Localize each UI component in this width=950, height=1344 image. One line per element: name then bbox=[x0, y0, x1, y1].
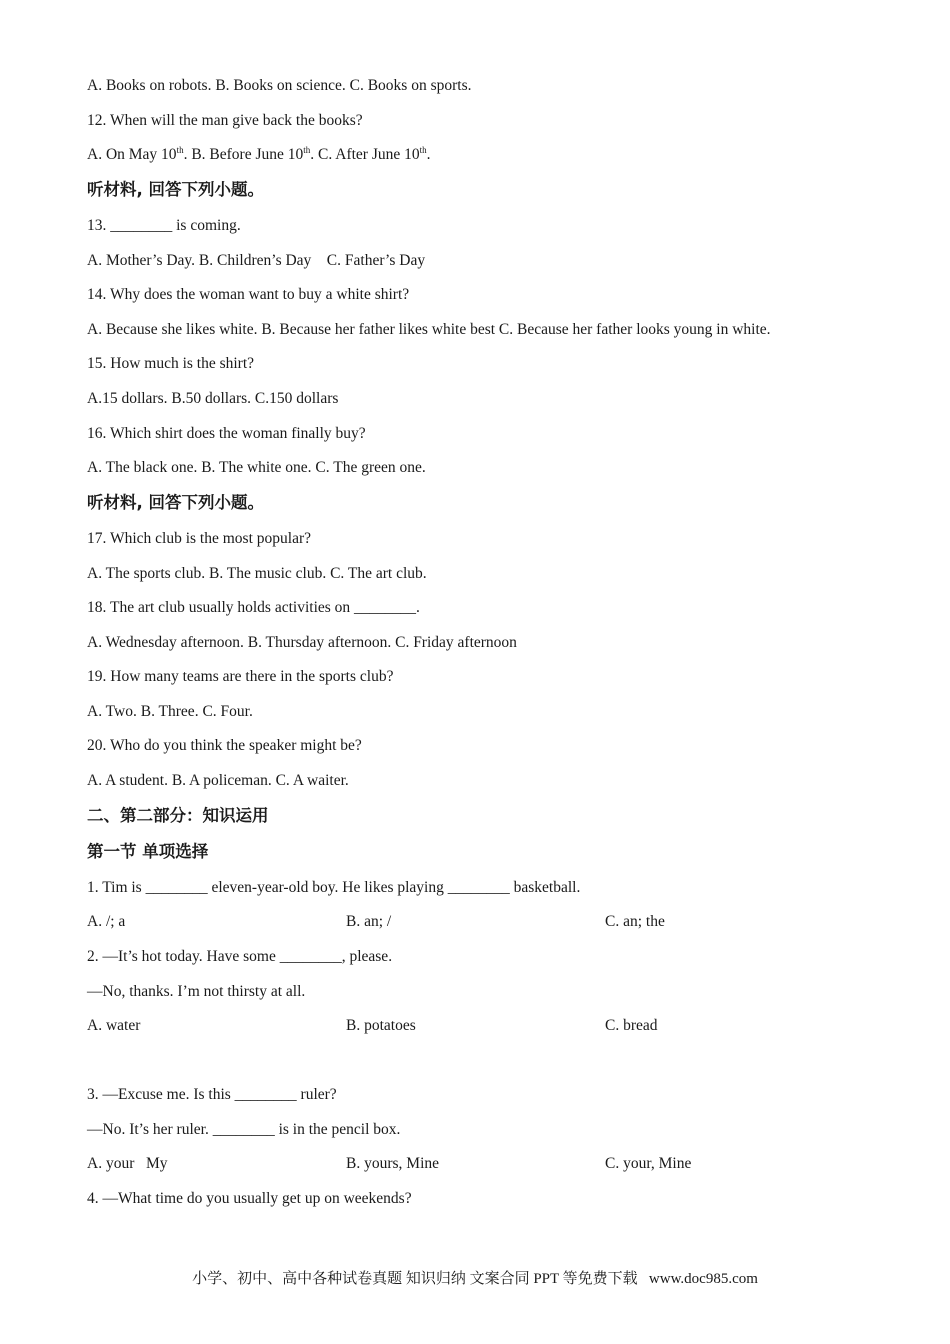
q20-question: 20. Who do you think the speaker might be? bbox=[87, 737, 362, 754]
q15-options: A.15 dollars. B.50 dollars. C.150 dollars bbox=[87, 390, 339, 407]
q14-options: A. Because she likes white. B. Because her father likes white best C. Because her father looks young in white. bbox=[87, 321, 771, 338]
q15-question: 15. How much is the shirt? bbox=[87, 355, 255, 372]
listening-heading-a: 听材料, 回答下列小题。 bbox=[87, 180, 265, 199]
q12-opt-c: C. After June 10 bbox=[318, 146, 420, 163]
q11-options: A. Books on robots. B. Books on science. C. Books on sports. bbox=[87, 77, 472, 94]
q12-question: 12. When will the man give back the books? bbox=[87, 112, 363, 129]
q18-options: A. Wednesday afternoon. B. Thursday afternoon. C. Friday afternoon bbox=[87, 634, 517, 651]
q12-opt-a-sup: th bbox=[176, 145, 184, 155]
mc2-line2: —No, thanks. I’m not thirsty at all. bbox=[87, 983, 306, 1000]
q19-options: A. Two. B. Three. C. Four. bbox=[87, 703, 253, 720]
single-choice-heading: 第一节 单项选择 bbox=[87, 842, 209, 861]
q12-opt-b: B. Before June 10 bbox=[191, 146, 304, 163]
mc1-option-a: A. /; a bbox=[87, 913, 126, 930]
mc3-line1: 3. —Excuse me. Is this ________ ruler? bbox=[87, 1086, 337, 1103]
q16-question: 16. Which shirt does the woman finally buy? bbox=[87, 425, 366, 442]
mc3-line2: —No. It’s her ruler. ________ is in the pencil box. bbox=[87, 1121, 401, 1138]
mc2-line1: 2. —It’s hot today. Have some ________, please. bbox=[87, 948, 393, 965]
mc3-option-a: A. your My bbox=[87, 1155, 168, 1172]
q13-question: 13. ________ is coming. bbox=[87, 217, 241, 234]
mc2-option-c: C. bread bbox=[605, 1017, 658, 1034]
q12-options bbox=[87, 145, 431, 165]
mc1-option-b: B. an; / bbox=[346, 913, 392, 930]
q12-opt-c-post: . bbox=[426, 146, 431, 163]
q18-question: 18. The art club usually holds activities on ________. bbox=[87, 599, 420, 616]
part-two-heading: 二、第二部分：知识运用 bbox=[87, 806, 269, 825]
mc2-option-a: A. water bbox=[87, 1017, 141, 1034]
q20-options: A. A student. B. A policeman. C. A waiter. bbox=[87, 772, 349, 789]
page-footer: 小学、初中、高中各种试卷真题 知识归纳 文案合同 PPT 等免费下载 www.doc985.com bbox=[192, 1271, 758, 1287]
mc3-option-b: B. yours, Mine bbox=[346, 1155, 439, 1172]
mc2-option-b: B. potatoes bbox=[346, 1017, 416, 1034]
q17-options: A. The sports club. B. The music club. C. The art club. bbox=[87, 565, 427, 582]
q14-question: 14. Why does the woman want to buy a white shirt? bbox=[87, 286, 410, 303]
mc1-option-c: C. an; the bbox=[605, 913, 665, 930]
q12-opt-a: A. On May 10 bbox=[87, 146, 177, 163]
mc4-line1: 4. —What time do you usually get up on weekends? bbox=[87, 1190, 412, 1207]
mc3-option-c: C. your, Mine bbox=[605, 1155, 692, 1172]
q13-options: A. Mother’s Day. B. Children’s Day C. Father’s Day bbox=[87, 252, 426, 269]
q12-opt-c-sup: th bbox=[419, 145, 427, 155]
q19-question: 19. How many teams are there in the sports club? bbox=[87, 668, 394, 685]
q17-question: 17. Which club is the most popular? bbox=[87, 530, 311, 547]
q12-opt-a-post: . bbox=[183, 146, 192, 163]
q12-opt-b-sup: th bbox=[303, 145, 311, 155]
mc1-question: 1. Tim is ________ eleven-year-old boy. He likes playing ________ basketball. bbox=[87, 879, 581, 896]
q12-opt-b-post: . bbox=[310, 146, 319, 163]
listening-heading-b: 听材料, 回答下列小题。 bbox=[87, 493, 265, 512]
q16-options: A. The black one. B. The white one. C. The green one. bbox=[87, 459, 426, 476]
